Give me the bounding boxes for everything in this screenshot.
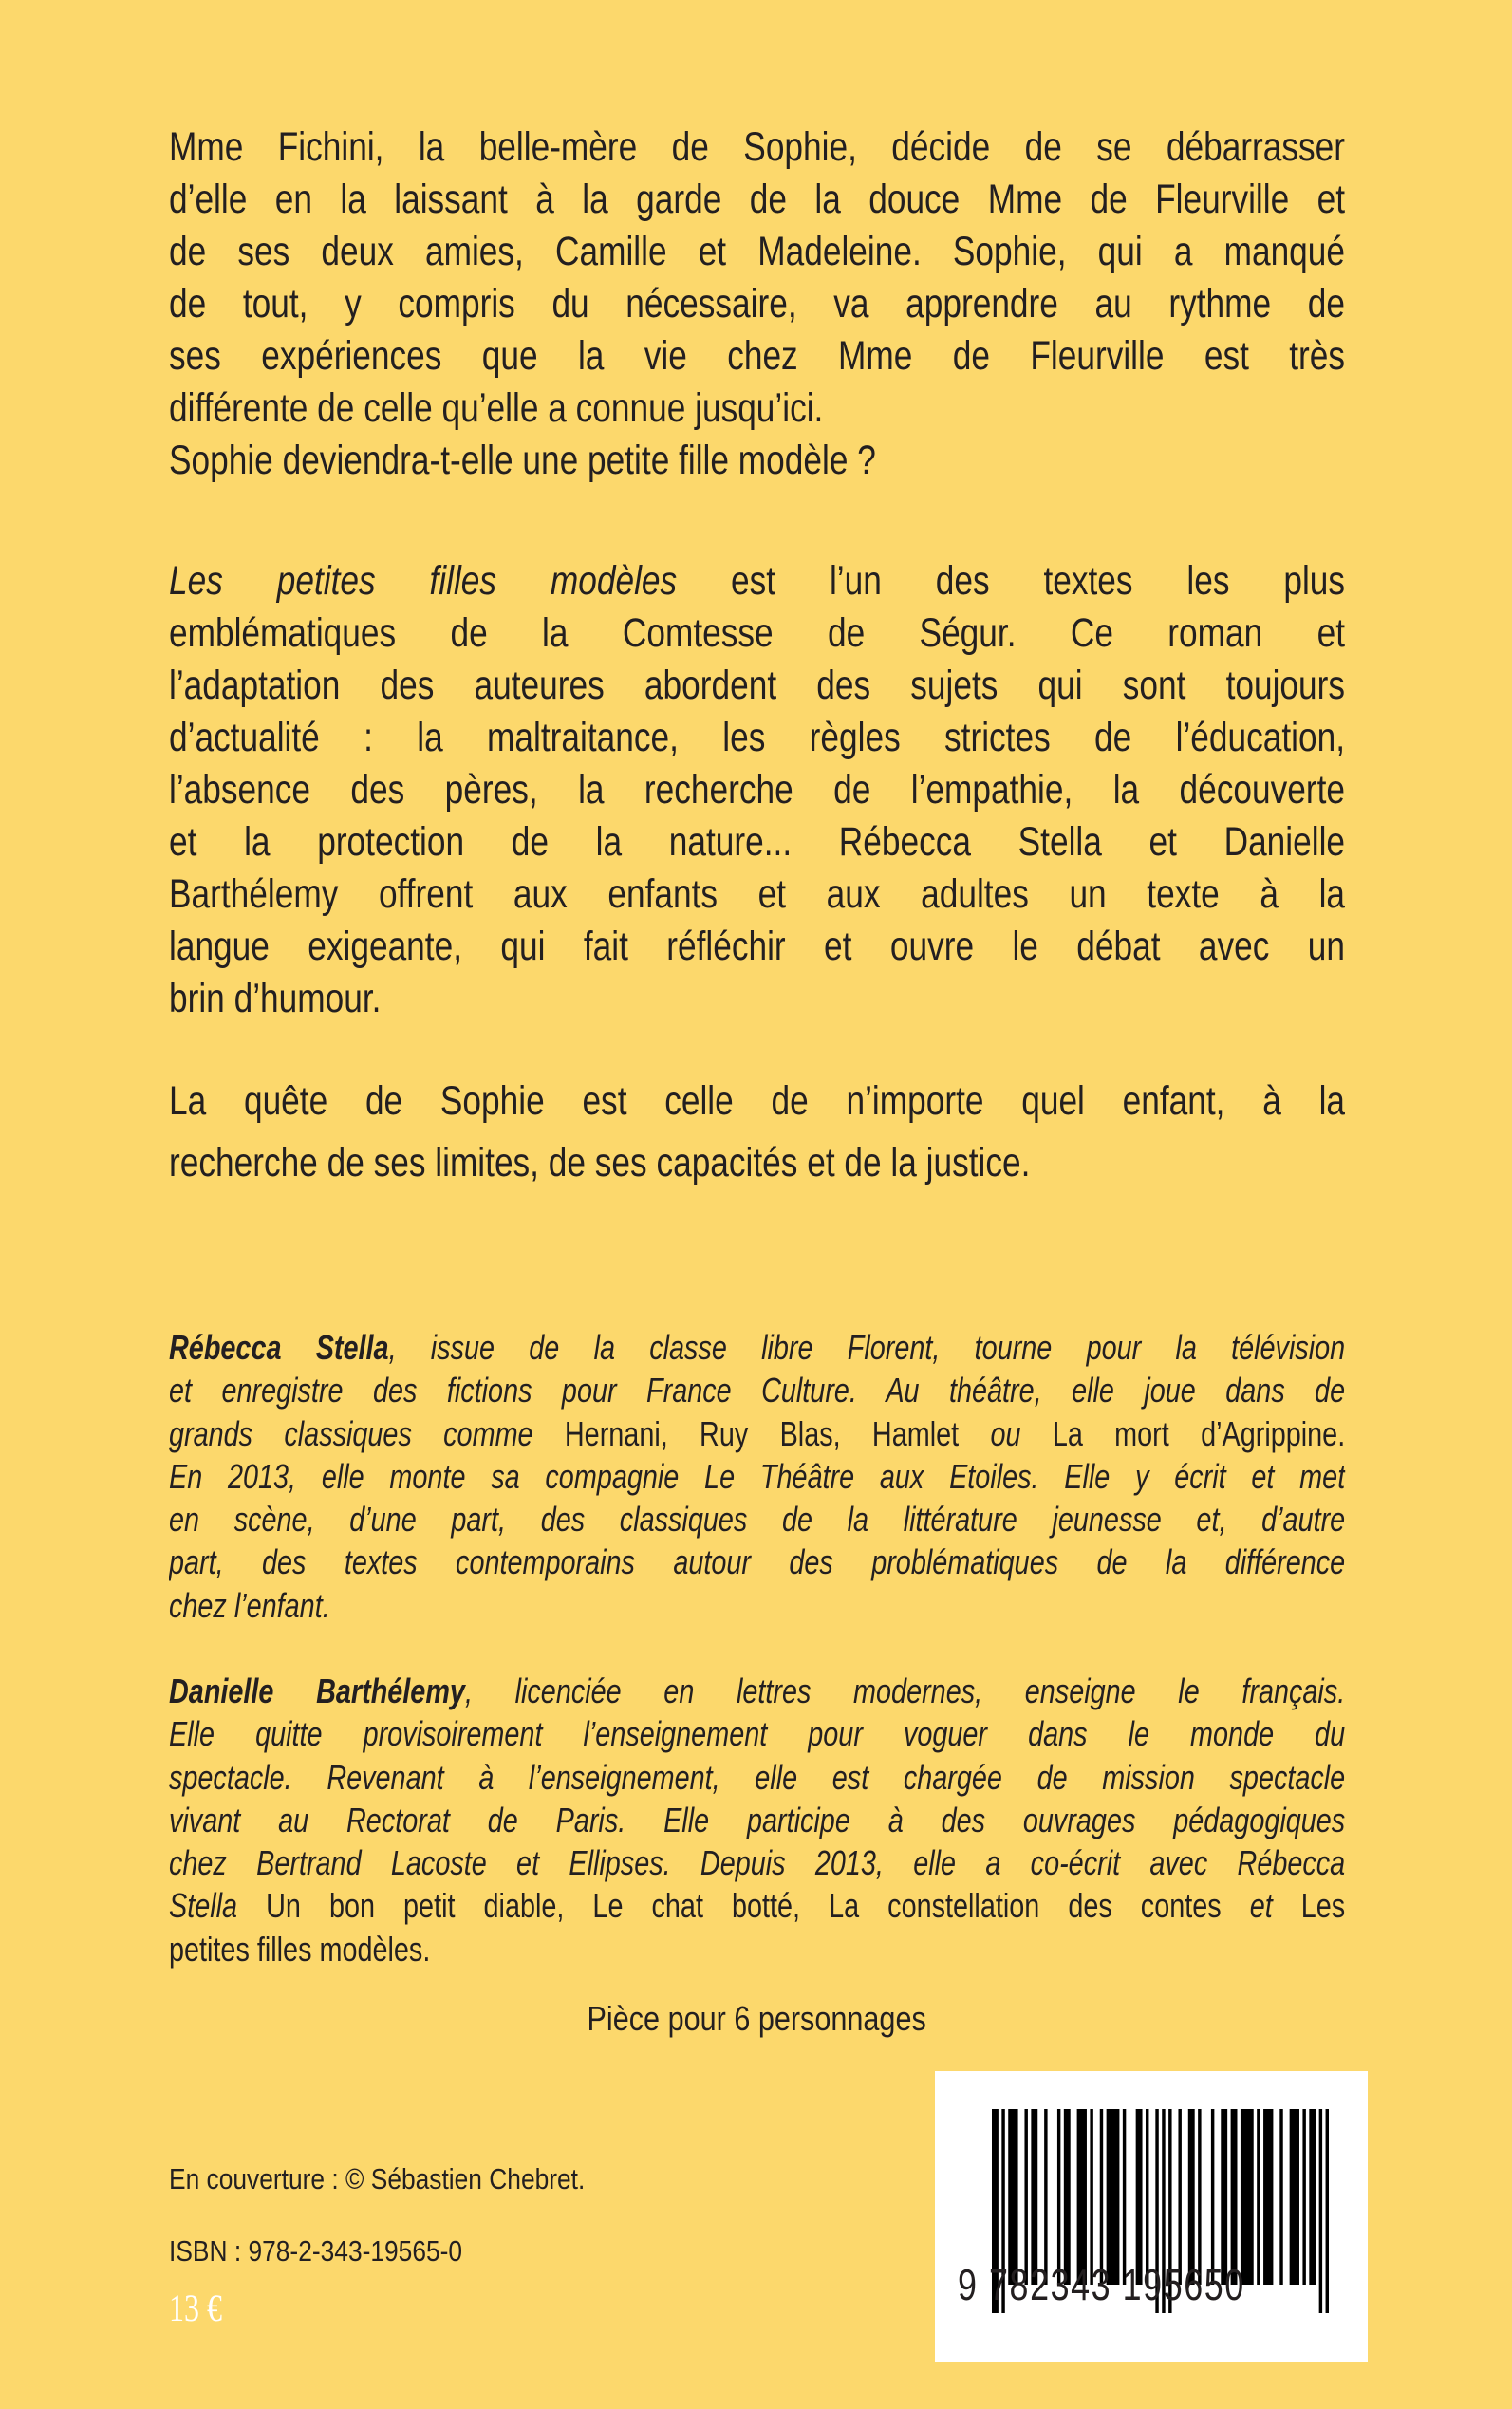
text-segment: Les bbox=[1300, 1886, 1346, 1926]
barcode-bar bbox=[1279, 2109, 1282, 2285]
text-segment: de ses deux amies, Camille et Madeleine. Sophie, qui a manqué bbox=[169, 229, 1346, 274]
text-segment: petites filles modèles. bbox=[169, 1929, 431, 1969]
barcode-bar bbox=[1319, 2109, 1322, 2313]
text-segment: recherche de ses limites, de ses capacités et de la justice. bbox=[169, 1140, 1031, 1186]
text-segment: en scène, d’une part, des classiques de la littérature jeunesse et, d’autre bbox=[169, 1500, 1346, 1540]
text-line bbox=[169, 1584, 1345, 1627]
text-line bbox=[169, 278, 1345, 330]
barcode-digits: 9 782343 195650 bbox=[958, 2260, 1245, 2309]
text-line bbox=[169, 921, 1345, 973]
text-segment: l’absence des pères, la recherche de l’empathie, la découverte bbox=[169, 767, 1346, 812]
text-line bbox=[169, 383, 1345, 435]
presentation-paragraph bbox=[169, 555, 1345, 1025]
author-name: Danielle Barthélemy bbox=[169, 1671, 465, 1710]
isbn: ISBN : 978-2-343-19565-0 bbox=[169, 2234, 463, 2268]
text-line bbox=[169, 764, 1345, 816]
text-segment: chez l’enfant. bbox=[169, 1585, 330, 1625]
text-line bbox=[169, 174, 1345, 226]
text-segment: d’actualité : la maltraitance, les règles strictes de l’éducation, bbox=[169, 715, 1346, 760]
barcode-bar bbox=[1302, 2109, 1305, 2285]
text-segment: Les petites filles modèles bbox=[169, 558, 678, 604]
barcode bbox=[935, 2071, 1368, 2362]
text-segment: chez Bertrand Lacoste et Ellipses. Depuis 2013, elle a co-écrit avec Rébecca bbox=[169, 1843, 1346, 1883]
text-segment: Barthélemy offrent aux enfants et aux adultes un texte à la bbox=[169, 871, 1346, 917]
text-line bbox=[169, 1928, 1345, 1970]
text-line bbox=[169, 607, 1345, 660]
text-line bbox=[169, 1541, 1345, 1583]
text-line bbox=[169, 816, 1345, 868]
cover-credit: En couverture : © Sébastien Chebret. bbox=[169, 2162, 586, 2195]
text-line bbox=[169, 1412, 1345, 1455]
text-segment: Un bon petit diable, Le chat botté, La constellation des contes bbox=[266, 1886, 1250, 1926]
text-line bbox=[169, 1326, 1345, 1369]
barcode-bar bbox=[1263, 2109, 1273, 2285]
text-line bbox=[169, 226, 1345, 278]
text-line bbox=[169, 1132, 1345, 1194]
text-segment: d’elle en la laissant à la garde de la douce Mme de Fleurville et bbox=[169, 177, 1346, 222]
text-segment: La quête de Sophie est celle de n’importe quel enfant, à la bbox=[169, 1078, 1346, 1124]
text-line bbox=[169, 555, 1345, 607]
synopsis-paragraph bbox=[169, 121, 1345, 487]
text-segment: et enregistre des fictions pour France Culture. Au théâtre, elle joue dans de bbox=[169, 1371, 1346, 1410]
cast-note bbox=[0, 1999, 1512, 2039]
text-line bbox=[169, 1071, 1345, 1132]
barcode-bar bbox=[1309, 2109, 1316, 2285]
price: 13 € bbox=[169, 2287, 222, 2329]
text-line bbox=[169, 1756, 1345, 1799]
text-segment: Stella bbox=[169, 1886, 267, 1926]
text-segment: Elle quitte provisoirement l’enseignement pour voguer dans le monde du bbox=[169, 1714, 1346, 1754]
cast-note-text: Pièce pour 6 personnages bbox=[587, 1999, 926, 2038]
text-line bbox=[169, 1455, 1345, 1498]
text-segment: ses expériences que la vie chez Mme de Fleurville est très bbox=[169, 333, 1346, 379]
text-segment: langue exigeante, qui fait réfléchir et ouvre le débat avec un bbox=[169, 924, 1346, 969]
text-segment: grands classiques comme bbox=[169, 1413, 565, 1453]
barcode-bar bbox=[1257, 2109, 1260, 2285]
conclusion-paragraph bbox=[169, 1071, 1345, 1194]
text-segment: Sophie deviendra-t-elle une petite fille modèle ? bbox=[169, 438, 876, 483]
text-line bbox=[169, 121, 1345, 174]
text-segment: de tout, y compris du nécessaire, va apprendre au rythme de bbox=[169, 281, 1346, 327]
text-line bbox=[169, 1498, 1345, 1541]
text-line bbox=[169, 1670, 1345, 1712]
text-line bbox=[169, 1841, 1345, 1884]
text-line bbox=[169, 435, 1345, 487]
text-segment: Mme Fichini, la belle-mère de Sophie, décide de se débarrasser bbox=[169, 124, 1346, 170]
text-segment: vivant au Rectorat de Paris. Elle participe à des ouvrages pédagogiques bbox=[169, 1800, 1346, 1839]
text-line bbox=[169, 330, 1345, 383]
text-segment: Hernani, Ruy Blas, Hamlet bbox=[564, 1413, 991, 1453]
text-segment: est l’un des textes les plus bbox=[677, 558, 1346, 604]
text-line bbox=[169, 712, 1345, 764]
author-name: Rébecca Stella bbox=[169, 1328, 389, 1367]
text-line bbox=[169, 1799, 1345, 1841]
text-segment: emblématiques de la Comtesse de Ségur. Ce roman et bbox=[169, 610, 1346, 656]
text-segment: La mort d’Agrippine. bbox=[1052, 1413, 1346, 1453]
text-segment: , issue de la classe libre Florent, tourne pour la télévision bbox=[388, 1328, 1346, 1367]
text-segment: l’adaptation des auteures abordent des sujets qui sont toujours bbox=[169, 663, 1346, 708]
text-line bbox=[169, 868, 1345, 921]
text-segment: différente de celle qu’elle a connue jusqu’ici. bbox=[169, 385, 824, 431]
barcode-bar bbox=[1326, 2109, 1329, 2313]
text-line bbox=[169, 1369, 1345, 1411]
text-segment: part, des textes contemporains autour des problématiques de la différence bbox=[169, 1542, 1346, 1582]
text-line bbox=[169, 973, 1345, 1025]
barcode-bar bbox=[1290, 2109, 1299, 2285]
text-segment: , licenciée en lettres modernes, enseigne le français. bbox=[464, 1671, 1346, 1710]
text-segment: et la protection de la nature... Rébecca Stella et Danielle bbox=[169, 819, 1346, 865]
text-segment: spectacle. Revenant à l’enseignement, elle est chargée de mission spectacle bbox=[169, 1757, 1346, 1797]
text-segment: En 2013, elle monte sa compagnie Le Théâtre aux Etoiles. Elle y écrit et met bbox=[169, 1456, 1346, 1496]
text-line bbox=[169, 660, 1345, 712]
text-segment: et bbox=[1249, 1886, 1301, 1926]
author-bio-rebecca-stella bbox=[169, 1326, 1345, 1627]
text-segment: brin d’humour. bbox=[169, 976, 382, 1021]
text-segment: ou bbox=[990, 1413, 1053, 1453]
author-bio-danielle-barthelemy bbox=[169, 1670, 1345, 1970]
text-line bbox=[169, 1712, 1345, 1755]
text-line bbox=[169, 1884, 1345, 1927]
